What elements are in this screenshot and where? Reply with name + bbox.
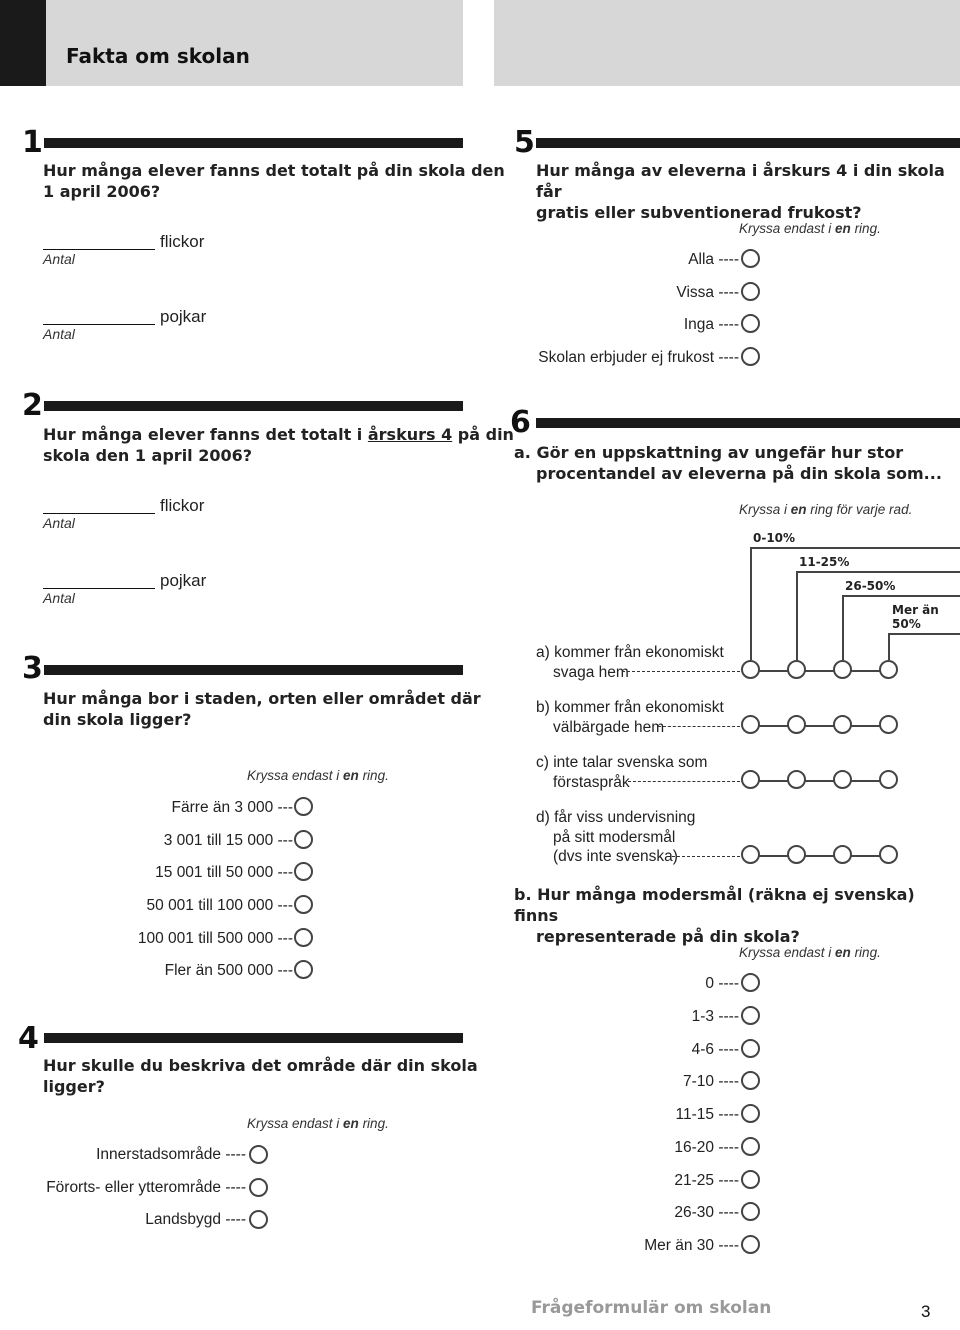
radio-circle[interactable]	[741, 770, 760, 789]
radio-circle[interactable]	[787, 660, 806, 679]
radio-circle[interactable]	[741, 1006, 760, 1025]
column-guide	[842, 595, 960, 597]
question-number: 3	[22, 651, 43, 686]
radio-circle[interactable]	[741, 1202, 760, 1221]
row-label: a) kommer från ekonomiskt svaga hem	[536, 644, 724, 681]
option-label: Innerstadsområde ----	[96, 1146, 246, 1163]
option-label: 100 001 till 500 000 ---	[137, 930, 293, 947]
question-number: 5	[514, 125, 535, 160]
row-connector	[756, 780, 892, 782]
option-label: Färre än 3 000 ---	[171, 799, 293, 816]
column-label: Mer än 50%	[892, 603, 939, 631]
option-label: Skolan erbjuder ej frukost ----	[538, 349, 739, 366]
unit-label: flickor	[160, 232, 205, 251]
radio-circle[interactable]	[741, 249, 760, 268]
radio-circle[interactable]	[741, 660, 760, 679]
header-block	[0, 0, 46, 86]
radio-circle[interactable]	[787, 715, 806, 734]
radio-circle[interactable]	[294, 797, 313, 816]
section-header	[0, 0, 463, 86]
row-connector	[756, 855, 892, 857]
column-guide	[796, 571, 960, 573]
question-number: 1	[22, 125, 43, 160]
radio-circle[interactable]	[879, 770, 898, 789]
option-label: 21-25 ----	[674, 1172, 739, 1189]
row-label: d) får viss undervisning på sitt modersmål (dvs inte svenska)	[536, 809, 696, 865]
radio-circle[interactable]	[787, 770, 806, 789]
column-guide	[750, 547, 752, 660]
boys-count-field[interactable]	[43, 588, 155, 589]
radio-circle[interactable]	[879, 715, 898, 734]
radio-circle[interactable]	[879, 660, 898, 679]
radio-circle[interactable]	[294, 960, 313, 979]
question-text: a. Gör en uppskattning av ungefär hur stor procentandel av eleverna på din skola som...	[514, 443, 942, 483]
instruction: Kryssa endast i en ring.	[739, 945, 881, 960]
instruction: Kryssa i en ring för varje rad.	[739, 502, 913, 517]
column-label: 0-10%	[753, 531, 796, 545]
option-label: 11-15 ----	[675, 1106, 739, 1123]
page-number: 3	[921, 1302, 931, 1321]
column-guide	[796, 571, 798, 660]
question-number: 2	[22, 388, 43, 423]
girls-count-field[interactable]	[43, 513, 155, 514]
field-caption: Antal	[43, 515, 75, 531]
unit-label: flickor	[160, 496, 205, 515]
option-label: 7-10 ----	[683, 1073, 739, 1090]
column-label: 11-25%	[799, 555, 850, 569]
question-number: 4	[18, 1021, 39, 1056]
header-right-panel	[494, 0, 960, 86]
column-guide	[842, 595, 844, 660]
radio-circle[interactable]	[833, 845, 852, 864]
option-label: 15 001 till 50 000 ---	[155, 864, 293, 881]
radio-circle[interactable]	[741, 845, 760, 864]
radio-circle[interactable]	[741, 715, 760, 734]
section-title: Fakta om skolan	[66, 44, 250, 68]
question-text: b. Hur många modersmål (räkna ej svenska) finns representerade på din skola?	[514, 885, 915, 946]
radio-circle[interactable]	[879, 845, 898, 864]
row-connector	[756, 670, 892, 672]
row-label: c) inte talar svenska som förstaspråk	[536, 754, 708, 791]
radio-circle[interactable]	[249, 1210, 268, 1229]
question-bar	[536, 418, 960, 428]
boys-count-field[interactable]	[43, 324, 155, 325]
question-bar	[44, 401, 463, 411]
option-label: 0 ----	[705, 975, 739, 992]
question-text: Hur många av eleverna i årskurs 4 i din skola får gratis eller subventionerad frukost?	[536, 161, 945, 222]
unit-label: pojkar	[160, 307, 207, 326]
option-label: Mer än 30 ----	[644, 1237, 739, 1254]
option-label: 3 001 till 15 000 ---	[163, 832, 293, 849]
question-bar	[536, 138, 960, 148]
radio-circle[interactable]	[294, 928, 313, 947]
girls-count-field[interactable]	[43, 249, 155, 250]
radio-circle[interactable]	[741, 1235, 760, 1254]
question-text: Hur många elever fanns det totalt i årskurs 4 på din skola den 1 april 2006?	[43, 425, 514, 465]
radio-circle[interactable]	[249, 1145, 268, 1164]
question-number: 6	[510, 405, 531, 440]
option-label: 4-6 ----	[691, 1041, 739, 1058]
row-label: b) kommer från ekonomiskt välbärgade hem	[536, 699, 724, 736]
radio-circle[interactable]	[294, 895, 313, 914]
field-caption: Antal	[43, 326, 75, 342]
question-text: Hur många bor i staden, orten eller området där din skola ligger?	[43, 689, 481, 729]
radio-circle[interactable]	[741, 314, 760, 333]
footer-title: Frågeformulär om skolan	[531, 1298, 772, 1318]
leader-dashes	[628, 781, 740, 782]
radio-circle[interactable]	[741, 1137, 760, 1156]
column-guide	[888, 633, 890, 660]
option-label: 1-3 ----	[691, 1008, 739, 1025]
radio-circle[interactable]	[741, 973, 760, 992]
question-text: Hur många elever fanns det totalt på din skola den 1 april 2006?	[43, 161, 505, 201]
option-label: 50 001 till 100 000 ---	[146, 897, 293, 914]
field-caption: Antal	[43, 590, 75, 606]
instruction: Kryssa endast i en ring.	[247, 1116, 389, 1131]
question-bar	[44, 1033, 463, 1043]
option-label: Landsbygd ----	[145, 1211, 246, 1228]
column-label: 26-50%	[845, 579, 896, 593]
radio-circle[interactable]	[787, 845, 806, 864]
option-label: 16-20 ----	[674, 1139, 739, 1156]
field-caption: Antal	[43, 251, 75, 267]
question-bar	[44, 138, 463, 148]
option-label: Alla ----	[688, 251, 739, 268]
option-label: Förorts- eller ytterområde ----	[46, 1179, 246, 1196]
question-bar	[44, 665, 463, 675]
radio-circle[interactable]	[833, 660, 852, 679]
radio-circle[interactable]	[741, 1104, 760, 1123]
instruction: Kryssa endast i en ring.	[247, 768, 389, 783]
radio-circle[interactable]	[294, 830, 313, 849]
question-text: Hur skulle du beskriva det område där din skola ligger?	[43, 1056, 478, 1096]
option-label: Fler än 500 000 ---	[164, 962, 293, 979]
row-connector	[756, 725, 892, 727]
leader-dashes	[672, 856, 740, 857]
instruction: Kryssa endast i en ring.	[739, 221, 881, 236]
radio-circle[interactable]	[833, 770, 852, 789]
option-label: 26-30 ----	[674, 1204, 739, 1221]
radio-circle[interactable]	[741, 282, 760, 301]
radio-circle[interactable]	[741, 1071, 760, 1090]
leader-dashes	[622, 671, 740, 672]
option-label: Vissa ----	[676, 284, 739, 301]
column-guide	[750, 547, 960, 549]
unit-label: pojkar	[160, 571, 207, 590]
option-label: Inga ----	[683, 316, 739, 333]
leader-dashes	[658, 726, 740, 727]
radio-circle[interactable]	[294, 862, 313, 881]
radio-circle[interactable]	[741, 347, 760, 366]
radio-circle[interactable]	[741, 1039, 760, 1058]
radio-circle[interactable]	[741, 1170, 760, 1189]
radio-circle[interactable]	[249, 1178, 268, 1197]
column-guide	[888, 633, 960, 635]
radio-circle[interactable]	[833, 715, 852, 734]
